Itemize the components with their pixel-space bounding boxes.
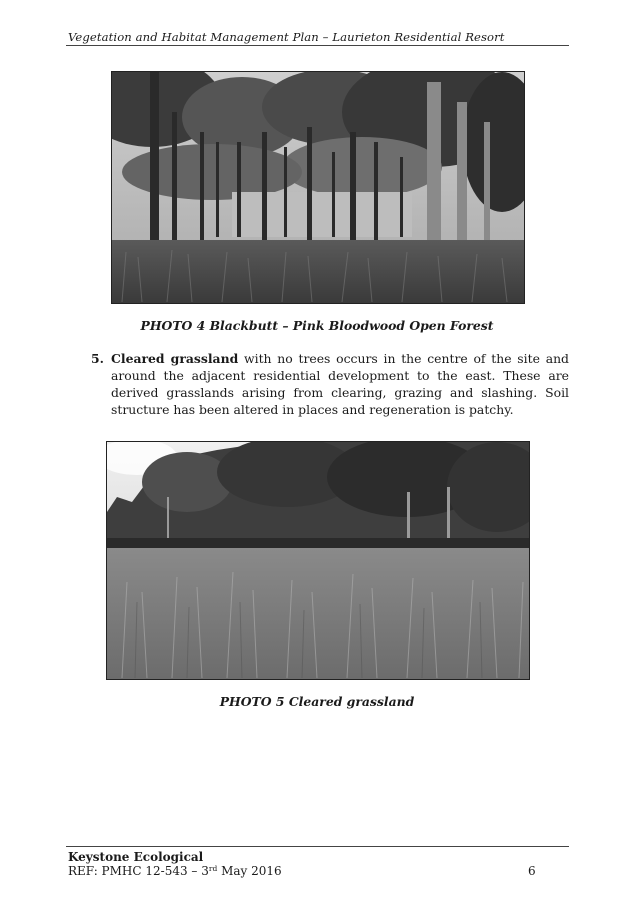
running-header: Vegetation and Habitat Management Plan – Laurieton Residential Resort	[68, 30, 505, 44]
list-item-text	[111, 350, 569, 418]
footer-organisation: Keystone Ecological	[68, 850, 204, 864]
footer-ref-sup: rd	[208, 864, 218, 873]
list-item-body: with no trees occurs in the centre of the site and around the adjacent residential development to the east. These are derived grasslands arising from clearing, grazing and slashing. Soil structure has been altered in places and regeneration is patchy.	[111, 351, 569, 417]
footer-ref-suffix: May 2016	[217, 864, 282, 878]
photo-5-caption: PHOTO 5 Cleared grassland	[219, 694, 415, 709]
photo-4-caption: PHOTO 4 Blackbutt – Pink Bloodwood Open Forest	[140, 318, 494, 333]
footer-ref-prefix: REF: PMHC 12-543 – 3	[68, 864, 209, 878]
header-divider	[66, 45, 569, 46]
footer-divider	[66, 846, 569, 847]
photo-cleared-grassland	[106, 441, 530, 680]
photo-blackbutt-forest	[111, 71, 525, 304]
list-item-number: 5.	[91, 351, 104, 366]
list-item-lead: Cleared grassland	[111, 351, 239, 366]
footer-reference	[68, 864, 282, 878]
page-number: 6	[528, 864, 536, 878]
